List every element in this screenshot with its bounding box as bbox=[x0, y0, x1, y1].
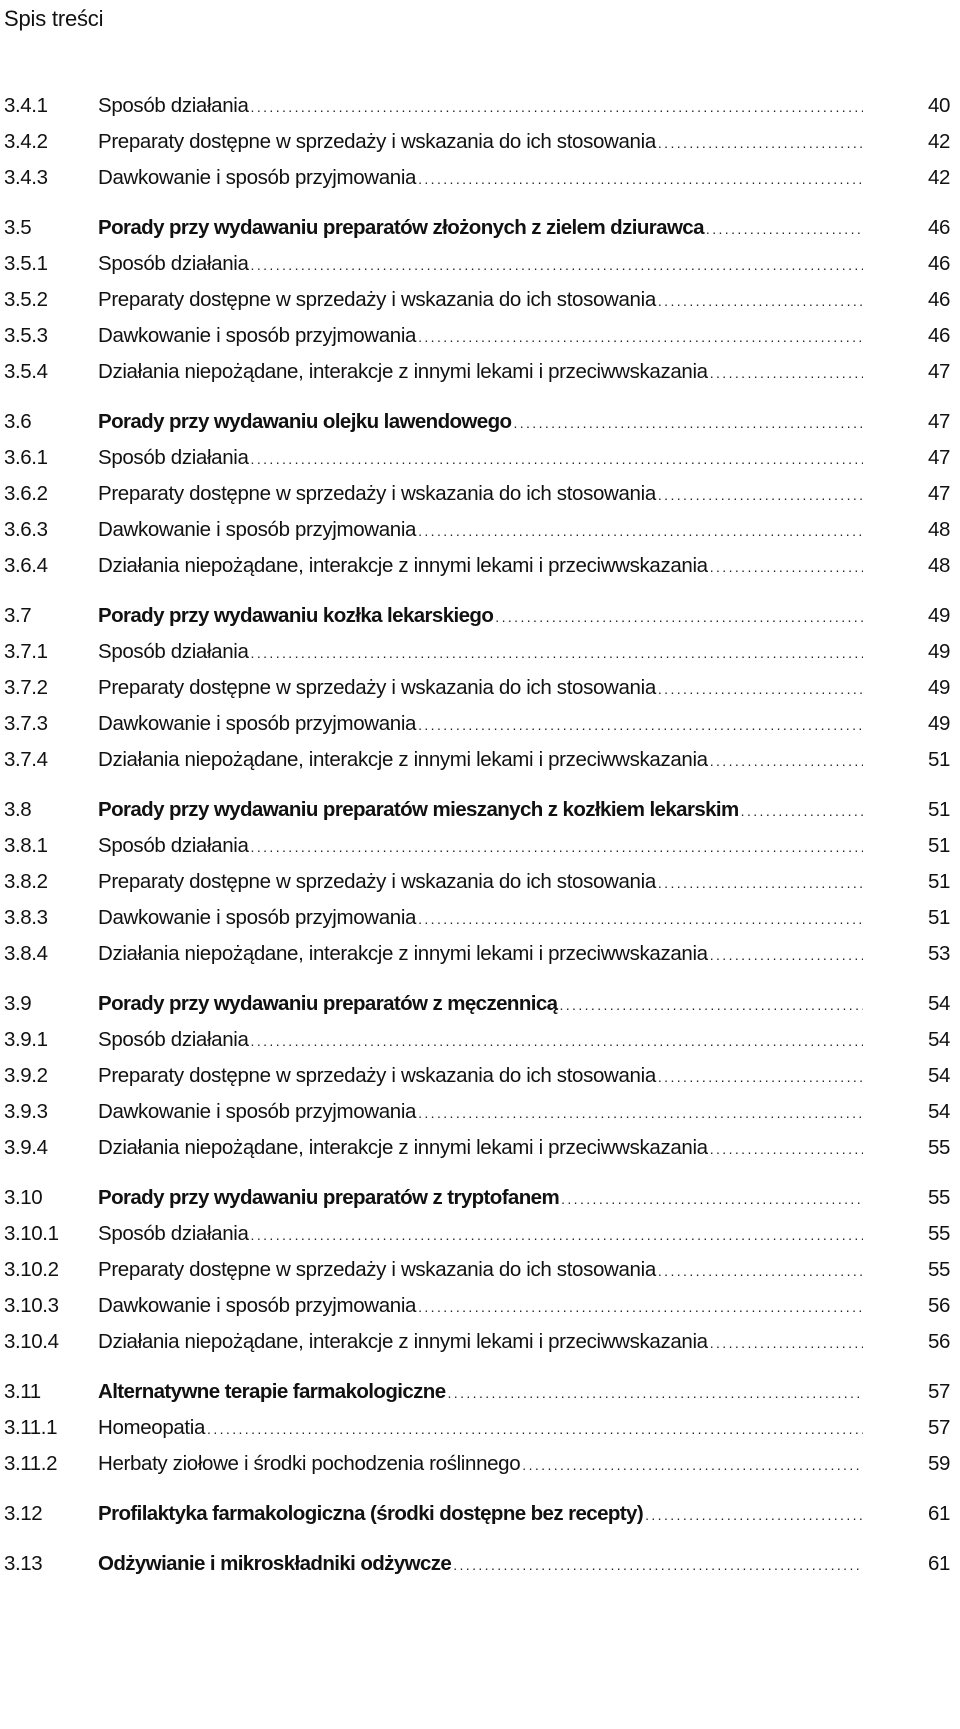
toc-dot-leader bbox=[448, 1385, 863, 1401]
toc-entry-number: 3.5.1 bbox=[4, 252, 48, 275]
toc-entry-title: Sposób działania bbox=[98, 834, 249, 857]
toc-entry-page-number: 42 bbox=[927, 166, 950, 189]
toc-entry-leader bbox=[98, 1380, 863, 1404]
toc-entry[interactable] bbox=[0, 708, 960, 744]
toc-entry-title: Preparaty dostępne w sprzedaży i wskazania do ich stosowania bbox=[98, 130, 656, 153]
toc-entry-title: Działania niepożądane, interakcje z innymi lekami i przeciwwskazania bbox=[98, 554, 708, 577]
toc-entry-number: 3.8.2 bbox=[4, 870, 48, 893]
toc-entry-title: Homeopatia bbox=[98, 1416, 206, 1439]
toc-dot-leader bbox=[741, 803, 863, 819]
toc-entry-title: Porady przy wydawaniu kozłka lekarskiego bbox=[98, 604, 494, 627]
toc-entry-page-number: 46 bbox=[927, 324, 950, 347]
toc-entry[interactable] bbox=[0, 672, 960, 708]
toc-entry-page-number: 59 bbox=[927, 1452, 950, 1475]
toc-entry[interactable] bbox=[0, 550, 960, 586]
toc-entry[interactable] bbox=[0, 1254, 960, 1290]
toc-entry-title: Porady przy wydawaniu olejku lawendowego bbox=[98, 410, 512, 433]
toc-entry-title: Działania niepożądane, interakcje z innymi lekami i przeciwwskazania bbox=[98, 942, 708, 965]
toc-entry-page-number: 51 bbox=[927, 834, 950, 857]
toc-entry[interactable] bbox=[0, 284, 960, 320]
toc-entry[interactable] bbox=[0, 320, 960, 356]
toc-entry-leader bbox=[98, 1064, 863, 1088]
toc-entry-number: 3.5.3 bbox=[4, 324, 48, 347]
toc-entry[interactable] bbox=[0, 90, 960, 126]
toc-entry[interactable] bbox=[0, 514, 960, 550]
toc-entry-number: 3.6.2 bbox=[4, 482, 48, 505]
toc-entry[interactable] bbox=[0, 1448, 960, 1484]
toc-entry-page-number: 53 bbox=[927, 942, 950, 965]
toc-dot-leader bbox=[706, 221, 863, 237]
toc-entry[interactable] bbox=[0, 1060, 960, 1096]
toc-entry-number: 3.9.1 bbox=[4, 1028, 48, 1051]
toc-dot-leader bbox=[710, 1335, 863, 1351]
toc-entry-leader bbox=[98, 518, 863, 542]
toc-entry[interactable] bbox=[0, 600, 960, 636]
toc-entry-title: Preparaty dostępne w sprzedaży i wskazania do ich stosowania bbox=[98, 1258, 656, 1281]
toc-dot-leader bbox=[251, 645, 863, 661]
toc-entry-number: 3.11 bbox=[4, 1380, 41, 1403]
toc-entry-title: Preparaty dostępne w sprzedaży i wskazania do ich stosowania bbox=[98, 288, 656, 311]
toc-entry[interactable] bbox=[0, 1182, 960, 1218]
toc-entry-leader bbox=[98, 554, 863, 578]
toc-entry-title: Dawkowanie i sposób przyjmowania bbox=[98, 1294, 417, 1317]
toc-entry-page-number: 56 bbox=[927, 1294, 950, 1317]
toc-entry-page-number: 51 bbox=[927, 748, 950, 771]
toc-entry[interactable] bbox=[0, 126, 960, 162]
toc-entry-page-number: 54 bbox=[927, 1100, 950, 1123]
toc-entry-title: Sposób działania bbox=[98, 446, 249, 469]
toc-entry-page-number: 54 bbox=[927, 992, 950, 1015]
toc-entry-leader bbox=[98, 1452, 863, 1476]
toc-entry-title: Porady przy wydawaniu preparatów z męczennicą bbox=[98, 992, 558, 1015]
toc-entry-page-number: 47 bbox=[927, 360, 950, 383]
toc-entry-leader bbox=[98, 94, 863, 118]
toc-dot-leader bbox=[522, 1457, 863, 1473]
toc-entry[interactable] bbox=[0, 1132, 960, 1168]
toc-entry[interactable] bbox=[0, 1498, 960, 1534]
toc-entry-number: 3.6.4 bbox=[4, 554, 48, 577]
toc-dot-leader bbox=[418, 329, 863, 345]
toc-entry-page-number: 56 bbox=[927, 1330, 950, 1353]
toc-entry-leader bbox=[98, 748, 863, 772]
toc-entry-leader bbox=[98, 1100, 863, 1124]
toc-dot-leader bbox=[251, 1227, 863, 1243]
toc-entry[interactable] bbox=[0, 1096, 960, 1132]
toc-entry-leader bbox=[98, 1502, 863, 1526]
toc-dot-leader bbox=[418, 911, 863, 927]
toc-entry-page-number: 51 bbox=[927, 906, 950, 929]
toc-entry-number: 3.12 bbox=[4, 1502, 43, 1525]
toc-entry-title: Sposób działania bbox=[98, 1028, 249, 1051]
toc-entry-number: 3.13 bbox=[4, 1552, 43, 1575]
toc-entry-page-number: 57 bbox=[927, 1380, 950, 1403]
toc-entry-leader bbox=[98, 252, 863, 276]
toc-entry-number: 3.4.2 bbox=[4, 130, 48, 153]
toc-entry-title: Porady przy wydawaniu preparatów z tryptofanem bbox=[98, 1186, 560, 1209]
toc-entry-page-number: 46 bbox=[927, 288, 950, 311]
toc-entry[interactable] bbox=[0, 212, 960, 248]
toc-entry-leader bbox=[98, 712, 863, 736]
toc-dot-leader bbox=[418, 1299, 863, 1315]
toc-dot-leader bbox=[658, 293, 863, 309]
toc-dot-leader bbox=[561, 1191, 863, 1207]
toc-dot-leader bbox=[658, 875, 863, 891]
toc-entry-leader bbox=[98, 676, 863, 700]
toc-entry[interactable] bbox=[0, 1376, 960, 1412]
toc-entry-number: 3.9.4 bbox=[4, 1136, 48, 1159]
toc-dot-leader bbox=[710, 365, 863, 381]
toc-entry-leader bbox=[98, 324, 863, 348]
toc-dot-leader bbox=[418, 171, 863, 187]
toc-entry[interactable] bbox=[0, 938, 960, 974]
toc-entry-leader bbox=[98, 410, 863, 434]
toc-dot-leader bbox=[645, 1507, 863, 1523]
toc-entry-number: 3.6.1 bbox=[4, 446, 48, 469]
toc-entry-title: Sposób działania bbox=[98, 640, 249, 663]
toc-entry-title: Sposób działania bbox=[98, 252, 249, 275]
toc-entry-page-number: 55 bbox=[927, 1222, 950, 1245]
toc-entry[interactable] bbox=[0, 794, 960, 830]
toc-entry-title: Profilaktyka farmakologiczna (środki dostępne bez recepty) bbox=[98, 1502, 644, 1525]
toc-entry-leader bbox=[98, 604, 863, 628]
toc-entry[interactable] bbox=[0, 406, 960, 442]
toc-entry-title: Sposób działania bbox=[98, 94, 249, 117]
toc-entry-title: Dawkowanie i sposób przyjmowania bbox=[98, 906, 417, 929]
toc-dot-leader bbox=[710, 947, 863, 963]
toc-entry-number: 3.5 bbox=[4, 216, 32, 239]
toc-entry-page-number: 54 bbox=[927, 1064, 950, 1087]
toc-entry-leader bbox=[98, 130, 863, 154]
toc-entry-number: 3.5.2 bbox=[4, 288, 48, 311]
toc-entry-leader bbox=[98, 798, 863, 822]
toc-entry-leader bbox=[98, 1186, 863, 1210]
toc-dot-leader bbox=[418, 717, 863, 733]
toc-dot-leader bbox=[658, 1263, 863, 1279]
toc-entry-number: 3.7 bbox=[4, 604, 32, 627]
toc-entry[interactable] bbox=[0, 1290, 960, 1326]
toc-entry-title: Preparaty dostępne w sprzedaży i wskazania do ich stosowania bbox=[98, 870, 656, 893]
toc-entry-title: Porady przy wydawaniu preparatów złożonych z zielem dziurawca bbox=[98, 216, 704, 239]
toc-dot-leader bbox=[453, 1557, 863, 1573]
toc-entry-leader bbox=[98, 1136, 863, 1160]
toc-entry-number: 3.10.2 bbox=[4, 1258, 59, 1281]
toc-dot-leader bbox=[658, 135, 863, 151]
toc-entry-page-number: 55 bbox=[927, 1186, 950, 1209]
toc-entry-number: 3.7.1 bbox=[4, 640, 48, 663]
toc-entry-page-number: 57 bbox=[927, 1416, 950, 1439]
toc-entry-title: Dawkowanie i sposób przyjmowania bbox=[98, 324, 417, 347]
toc-dot-leader bbox=[207, 1421, 863, 1437]
toc-entry-title: Alternatywne terapie farmakologiczne bbox=[98, 1380, 446, 1403]
toc-entry-leader bbox=[98, 166, 863, 190]
toc-dot-leader bbox=[710, 559, 863, 575]
toc-entry-title: Dawkowanie i sposób przyjmowania bbox=[98, 1100, 417, 1123]
toc-entry-number: 3.7.2 bbox=[4, 676, 48, 699]
toc-entry-title: Preparaty dostępne w sprzedaży i wskazania do ich stosowania bbox=[98, 1064, 656, 1087]
toc-entry-page-number: 49 bbox=[927, 676, 950, 699]
toc-entry-title: Dawkowanie i sposób przyjmowania bbox=[98, 712, 417, 735]
toc-entry-page-number: 42 bbox=[927, 130, 950, 153]
toc-entry[interactable] bbox=[0, 830, 960, 866]
page-header-title: Spis treści bbox=[4, 6, 104, 31]
toc-entry[interactable] bbox=[0, 442, 960, 478]
toc-entry-page-number: 49 bbox=[927, 712, 950, 735]
toc-entry-number: 3.10.1 bbox=[4, 1222, 59, 1245]
toc-dot-leader bbox=[251, 257, 863, 273]
toc-entry-number: 3.10 bbox=[4, 1186, 43, 1209]
toc-entry[interactable] bbox=[0, 478, 960, 514]
toc-entry-number: 3.8.3 bbox=[4, 906, 48, 929]
toc-dot-leader bbox=[251, 1033, 863, 1049]
toc-entry-leader bbox=[98, 1294, 863, 1318]
toc-entry-page-number: 48 bbox=[927, 554, 950, 577]
toc-entry-page-number: 54 bbox=[927, 1028, 950, 1051]
toc-dot-leader bbox=[495, 609, 863, 625]
toc-entry-title: Dawkowanie i sposób przyjmowania bbox=[98, 518, 417, 541]
table-of-contents bbox=[0, 90, 960, 1584]
toc-entry-title: Preparaty dostępne w sprzedaży i wskazania do ich stosowania bbox=[98, 482, 656, 505]
toc-entry[interactable] bbox=[0, 866, 960, 902]
toc-entry[interactable] bbox=[0, 636, 960, 672]
toc-dot-leader bbox=[251, 99, 863, 115]
toc-entry[interactable] bbox=[0, 902, 960, 938]
toc-dot-leader bbox=[710, 1141, 863, 1157]
toc-entry-leader bbox=[98, 1258, 863, 1282]
toc-entry-number: 3.9 bbox=[4, 992, 32, 1015]
toc-entry-leader bbox=[98, 216, 863, 240]
toc-entry-title: Herbaty ziołowe i środki pochodzenia roślinnego bbox=[98, 1452, 521, 1475]
toc-dot-leader bbox=[513, 415, 863, 431]
toc-entry-number: 3.8 bbox=[4, 798, 32, 821]
toc-entry-leader bbox=[98, 834, 863, 858]
toc-entry-leader bbox=[98, 1028, 863, 1052]
toc-entry-number: 3.9.3 bbox=[4, 1100, 48, 1123]
toc-entry-number: 3.8.1 bbox=[4, 834, 48, 857]
toc-entry-page-number: 51 bbox=[927, 798, 950, 821]
toc-entry[interactable] bbox=[0, 162, 960, 198]
toc-entry-leader bbox=[98, 446, 863, 470]
toc-entry-leader bbox=[98, 906, 863, 930]
toc-entry-leader bbox=[98, 870, 863, 894]
toc-dot-leader bbox=[418, 1105, 863, 1121]
toc-entry-title: Działania niepożądane, interakcje z innymi lekami i przeciwwskazania bbox=[98, 1330, 708, 1353]
toc-entry-page-number: 40 bbox=[927, 94, 950, 117]
toc-entry-page-number: 49 bbox=[927, 640, 950, 663]
toc-entry-page-number: 55 bbox=[927, 1258, 950, 1281]
toc-entry-title: Działania niepożądane, interakcje z innymi lekami i przeciwwskazania bbox=[98, 748, 708, 771]
toc-entry-leader bbox=[98, 1552, 863, 1576]
toc-entry-number: 3.4.1 bbox=[4, 94, 48, 117]
toc-entry[interactable] bbox=[0, 248, 960, 284]
toc-entry-page-number: 61 bbox=[927, 1502, 950, 1525]
toc-entry-leader bbox=[98, 288, 863, 312]
toc-entry-number: 3.9.2 bbox=[4, 1064, 48, 1087]
toc-entry-page-number: 48 bbox=[927, 518, 950, 541]
toc-entry-title: Działania niepożądane, interakcje z innymi lekami i przeciwwskazania bbox=[98, 1136, 708, 1159]
toc-dot-leader bbox=[658, 1069, 863, 1085]
toc-entry[interactable] bbox=[0, 744, 960, 780]
toc-entry-page-number: 46 bbox=[927, 252, 950, 275]
toc-dot-leader bbox=[251, 839, 863, 855]
toc-dot-leader bbox=[658, 681, 863, 697]
toc-entry-title: Sposób działania bbox=[98, 1222, 249, 1245]
toc-entry-leader bbox=[98, 640, 863, 664]
toc-dot-leader bbox=[658, 487, 863, 503]
toc-entry-page-number: 47 bbox=[927, 446, 950, 469]
toc-entry-leader bbox=[98, 482, 863, 506]
toc-entry-title: Odżywianie i mikroskładniki odżywcze bbox=[98, 1552, 452, 1575]
toc-entry-page-number: 51 bbox=[927, 870, 950, 893]
toc-entry[interactable] bbox=[0, 1326, 960, 1362]
toc-entry-number: 3.5.4 bbox=[4, 360, 48, 383]
toc-entry-number: 3.8.4 bbox=[4, 942, 48, 965]
toc-entry[interactable] bbox=[0, 988, 960, 1024]
toc-entry-number: 3.6 bbox=[4, 410, 32, 433]
toc-entry-number: 3.6.3 bbox=[4, 518, 48, 541]
toc-entry[interactable] bbox=[0, 1548, 960, 1584]
toc-entry-number: 3.11.2 bbox=[4, 1452, 58, 1475]
toc-entry-leader bbox=[98, 992, 863, 1016]
toc-entry[interactable] bbox=[0, 356, 960, 392]
toc-dot-leader bbox=[251, 451, 863, 467]
toc-entry-page-number: 47 bbox=[927, 482, 950, 505]
toc-entry-leader bbox=[98, 1416, 863, 1440]
toc-entry-leader bbox=[98, 360, 863, 384]
toc-entry-number: 3.11.1 bbox=[4, 1416, 58, 1439]
toc-entry-number: 3.7.4 bbox=[4, 748, 48, 771]
toc-entry-leader bbox=[98, 942, 863, 966]
toc-entry-title: Działania niepożądane, interakcje z innymi lekami i przeciwwskazania bbox=[98, 360, 708, 383]
toc-dot-leader bbox=[559, 997, 863, 1013]
toc-entry-page-number: 49 bbox=[927, 604, 950, 627]
toc-dot-leader bbox=[710, 753, 863, 769]
toc-entry-page-number: 46 bbox=[927, 216, 950, 239]
toc-entry-number: 3.10.4 bbox=[4, 1330, 59, 1353]
toc-entry[interactable] bbox=[0, 1024, 960, 1060]
toc-entry-number: 3.10.3 bbox=[4, 1294, 59, 1317]
toc-entry-page-number: 55 bbox=[927, 1136, 950, 1159]
toc-entry[interactable] bbox=[0, 1412, 960, 1448]
toc-entry-title: Preparaty dostępne w sprzedaży i wskazania do ich stosowania bbox=[98, 676, 656, 699]
toc-entry-page-number: 47 bbox=[927, 410, 950, 433]
toc-entry-leader bbox=[98, 1330, 863, 1354]
toc-entry-number: 3.4.3 bbox=[4, 166, 48, 189]
toc-entry-leader bbox=[98, 1222, 863, 1246]
toc-entry-number: 3.7.3 bbox=[4, 712, 48, 735]
toc-dot-leader bbox=[418, 523, 863, 539]
toc-entry-page-number: 61 bbox=[927, 1552, 950, 1575]
toc-entry[interactable] bbox=[0, 1218, 960, 1254]
toc-entry-title: Dawkowanie i sposób przyjmowania bbox=[98, 166, 417, 189]
toc-entry-title: Porady przy wydawaniu preparatów mieszanych z kozłkiem lekarskim bbox=[98, 798, 739, 821]
